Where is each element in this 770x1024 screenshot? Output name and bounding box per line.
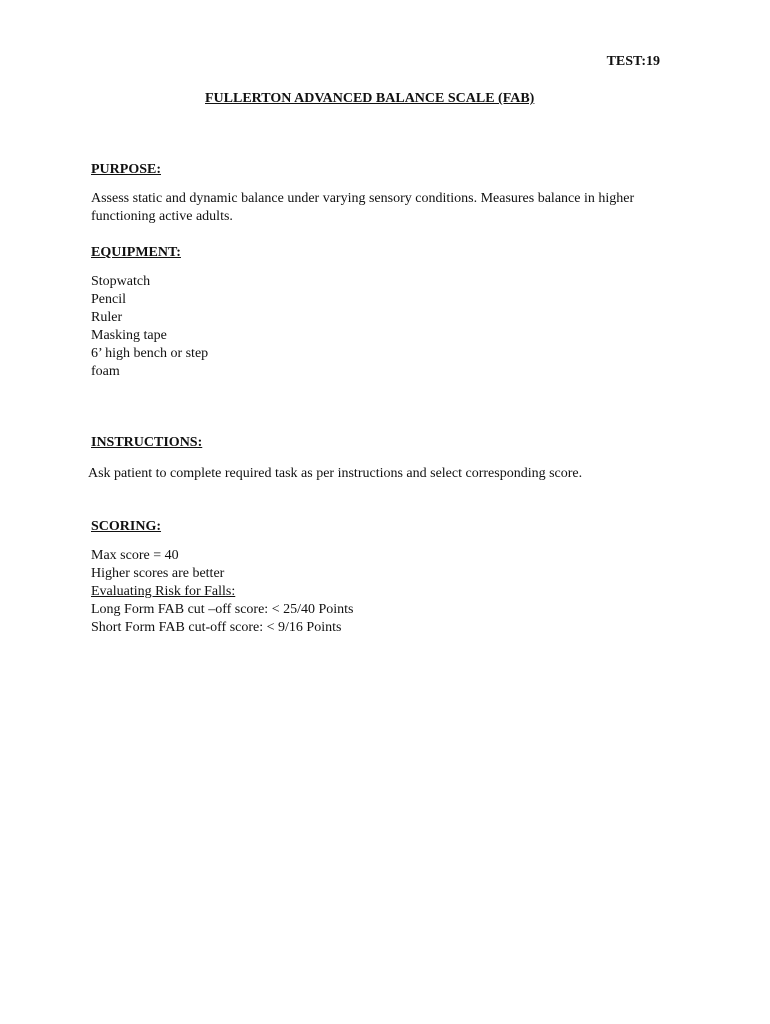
fall-risk-heading: Evaluating Risk for Falls: [91,584,236,599]
purpose-text [91,190,634,226]
max-score: Max score = 40 [91,548,179,563]
long-form-cutoff: Long Form FAB cut –off score: < 25/40 Points [91,602,354,617]
document-title: FULLERTON ADVANCED BALANCE SCALE (FAB) [205,91,535,106]
purpose-line: Assess static and dynamic balance under varying sensory conditions. Measures balance in higher [91,191,635,206]
purpose-heading: PURPOSE: [91,162,161,177]
equipment-list [91,273,208,381]
equipment-item: 6’ high bench or step [91,346,209,361]
instructions-heading: INSTRUCTIONS: [91,435,203,450]
instructions-text: Ask patient to complete required task as per instructions and select corresponding score. [88,466,583,481]
test-number: TEST:19 [606,54,660,69]
equipment-item: foam [91,364,120,379]
equipment-heading: EQUIPMENT: [91,245,181,260]
purpose-line: functioning active adults. [91,209,233,224]
equipment-item: Stopwatch [91,274,151,289]
scoring-text [91,547,354,637]
scoring-heading: SCORING: [91,519,162,534]
equipment-item: Ruler [91,310,123,325]
equipment-item: Masking tape [91,328,167,343]
short-form-cutoff: Short Form FAB cut-off score: < 9/16 Points [91,620,342,635]
equipment-item: Pencil [91,292,126,307]
higher-scores-note: Higher scores are better [91,566,225,581]
